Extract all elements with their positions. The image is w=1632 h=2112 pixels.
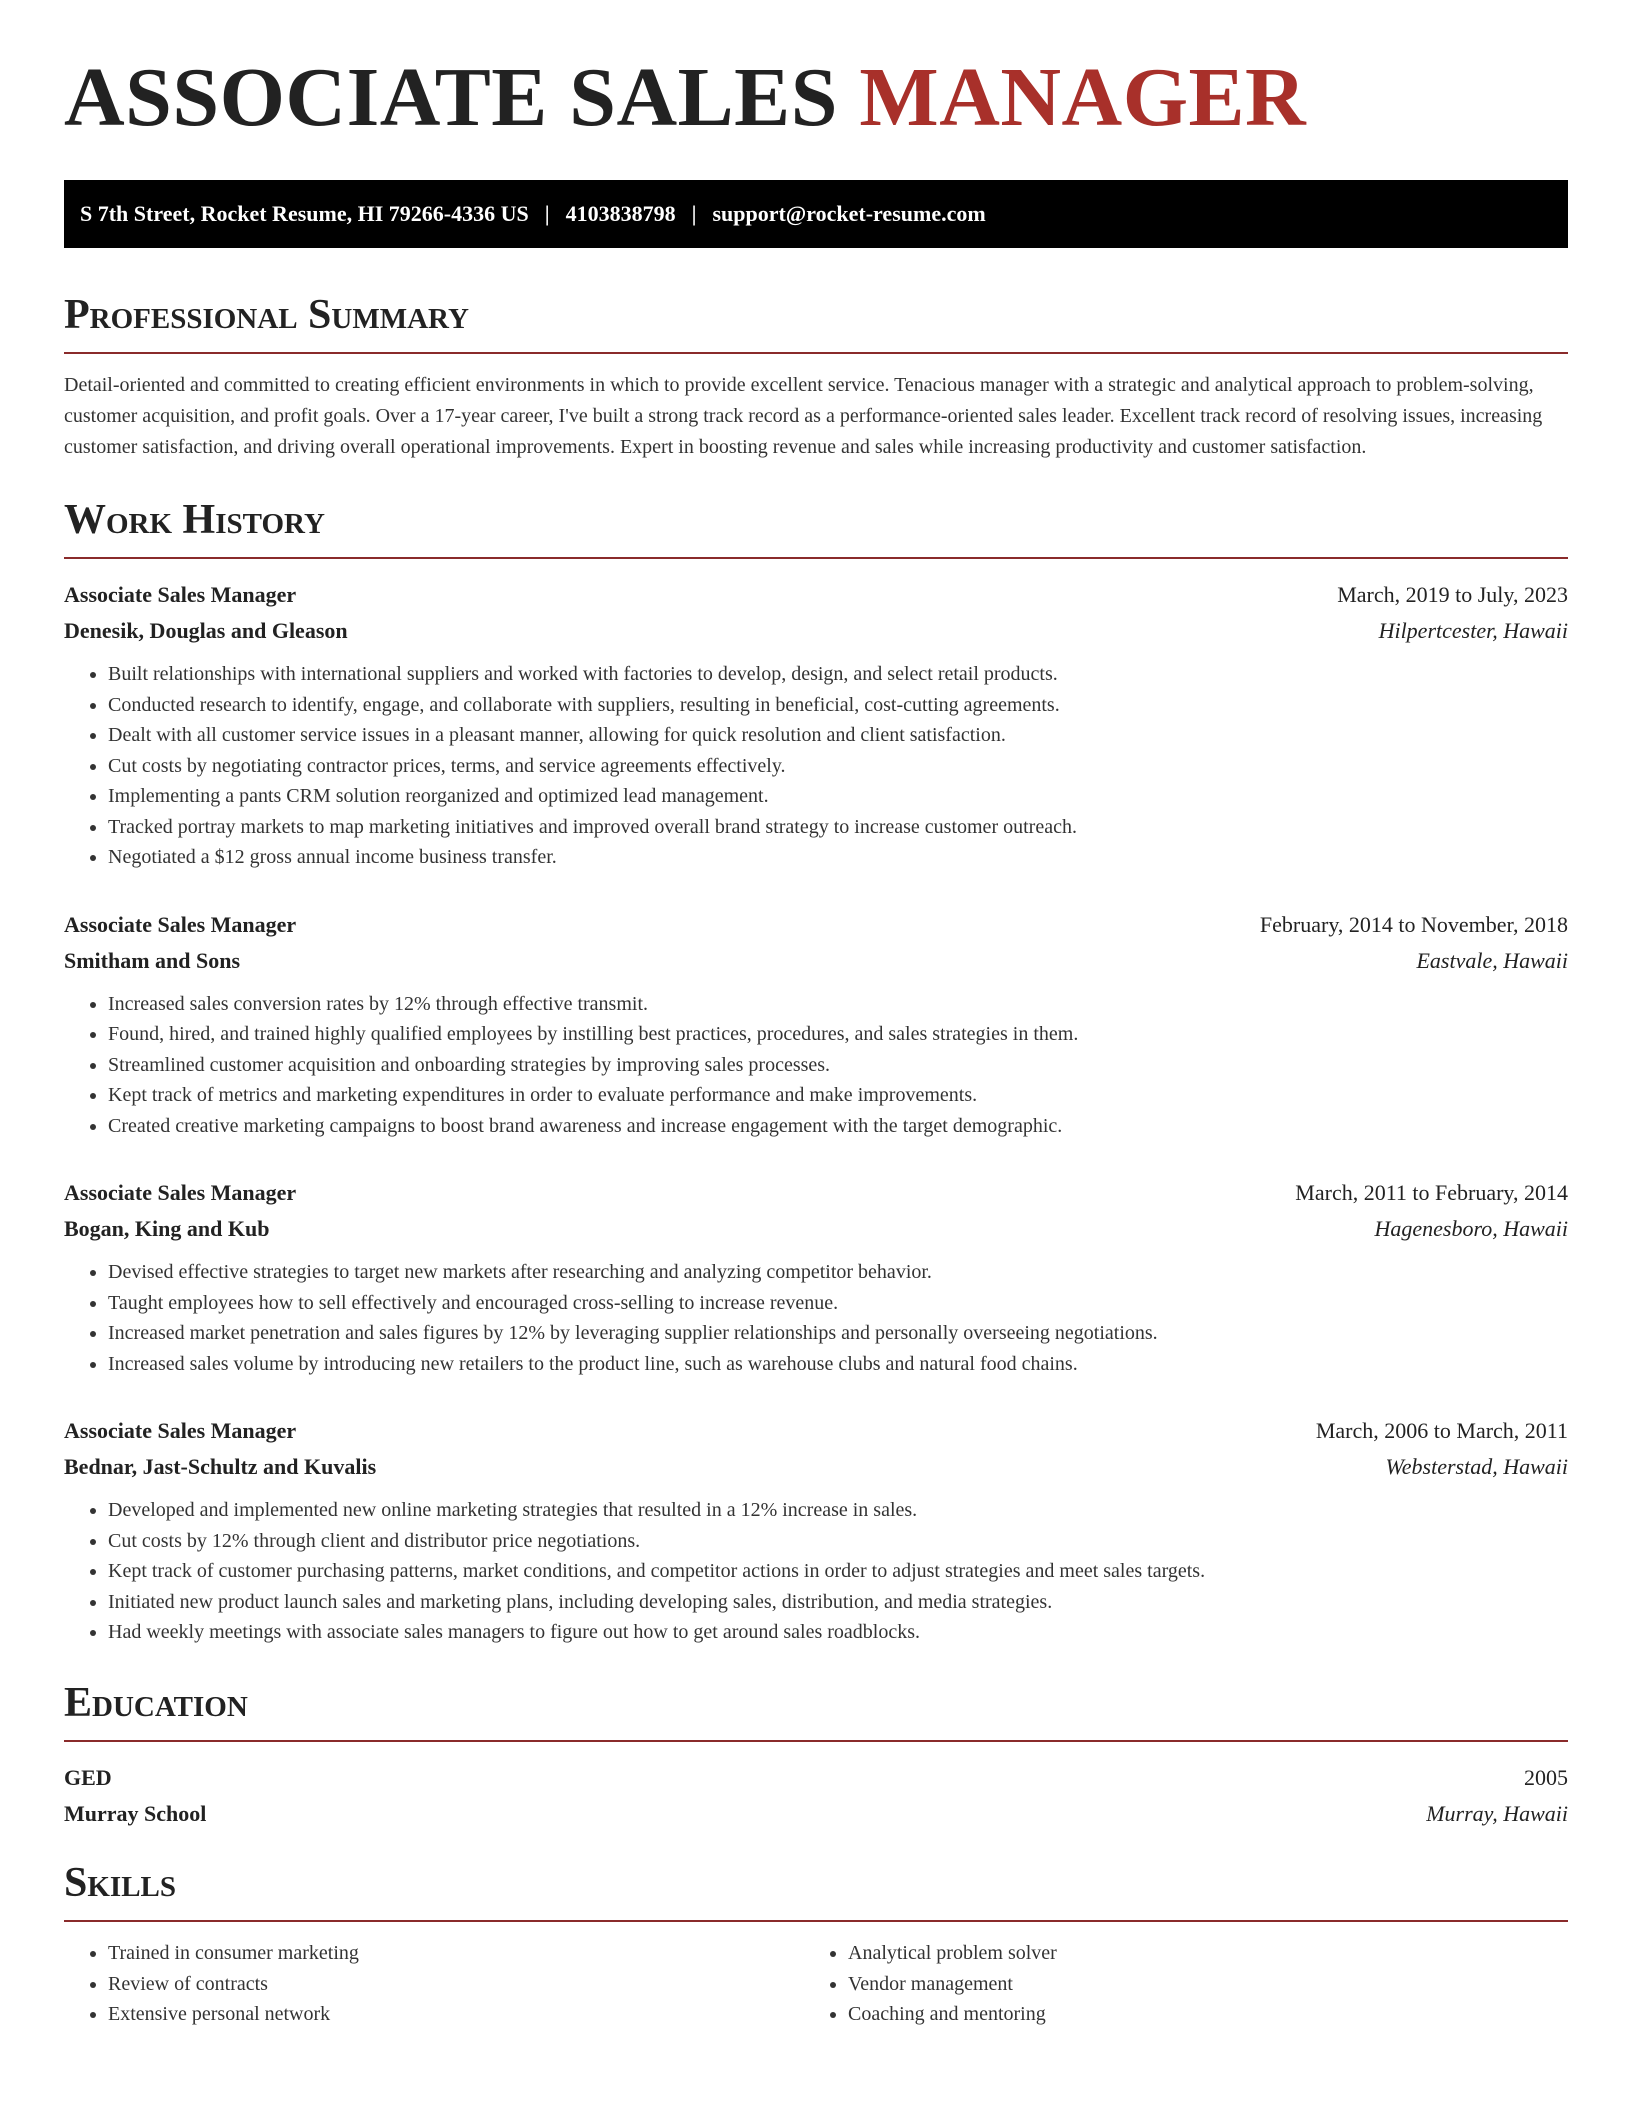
list-item: • Streamlined customer acquisition and onboarding strategies by improving sales processes. — [108, 1050, 1568, 1081]
education-entry — [64, 1760, 1568, 1832]
skills-columns — [64, 1938, 1568, 2030]
list-item: • Analytical problem solver — [848, 1938, 1544, 1969]
list-item: • Developed and implemented new online marketing strategies that resulted in a 12% increase in sales. — [108, 1495, 1568, 1526]
list-item: • Trained in consumer marketing — [108, 1938, 804, 1969]
list-item: • Initiated new product launch sales and marketing plans, including developing sales, distribution, and media strategies. — [108, 1587, 1568, 1618]
education-header — [64, 1760, 1568, 1796]
job-header — [64, 1175, 1568, 1211]
contact-phone: 4103838798 — [565, 201, 676, 226]
list-item: • Extensive personal network — [108, 1999, 804, 2030]
list-item: • Dealt with all customer service issues in a pleasant manner, allowing for quick resolution and client satisfaction. — [108, 720, 1568, 751]
education-degree: GED — [64, 1765, 112, 1791]
work-history-heading: Work History — [64, 497, 325, 544]
list-item: • Implementing a pants CRM solution reorganized and optimized lead management. — [108, 781, 1568, 812]
list-item: • Created creative marketing campaigns to boost brand awareness and increase engagement with the target demographic. — [108, 1111, 1568, 1142]
page-title — [64, 51, 1568, 144]
job-header — [64, 577, 1568, 613]
work-history-section — [64, 497, 1568, 1648]
education-year: 2005 — [1524, 1765, 1568, 1791]
section-divider — [64, 1920, 1568, 1922]
job-company: Smitham and Sons — [64, 947, 241, 973]
job-company: Denesik, Douglas and Gleason — [64, 618, 348, 644]
list-item: • Cut costs by negotiating contractor prices, terms, and service agreements effectively. — [108, 751, 1568, 782]
job-subheader — [64, 613, 1568, 649]
section-divider — [64, 352, 1568, 354]
job-subheader — [64, 1211, 1568, 1247]
skills-heading: Skills — [64, 1860, 177, 1907]
job-title: Associate Sales Manager — [64, 1418, 297, 1444]
contact-separator: | — [544, 201, 550, 226]
job-company: Bogan, King and Kub — [64, 1216, 270, 1242]
job-dates: February, 2014 to November, 2018 — [1259, 911, 1568, 937]
list-item: • Negotiated a $12 gross annual income business transfer. — [108, 842, 1568, 873]
list-item: • Found, hired, and trained highly qualified employees by instilling best practices, procedures, and sales strategies in them. — [108, 1019, 1568, 1050]
contact-email: support@rocket-resume.com — [712, 201, 986, 226]
list-item: • Cut costs by 12% through client and distributor price negotiations. — [108, 1526, 1568, 1557]
job-title: Associate Sales Manager — [64, 1180, 297, 1206]
skills-right-list — [804, 1938, 1544, 2030]
skills-section — [64, 1860, 1568, 2030]
job-subheader — [64, 1449, 1568, 1485]
contact-bar — [64, 180, 1568, 248]
contact-address: S 7th Street, Rocket Resume, HI 79266-4336 US — [80, 201, 529, 226]
list-item: • Kept track of metrics and marketing expenditures in order to evaluate performance and make improvements. — [108, 1080, 1568, 1111]
job-location: Websterstad, Hawaii — [1385, 1454, 1568, 1480]
education-subheader — [64, 1796, 1568, 1832]
summary-heading: Professional Summary — [64, 292, 469, 338]
job-bullets — [64, 1495, 1568, 1648]
job-entry — [64, 907, 1568, 1142]
title-main: ASSOCIATE SALES — [64, 51, 838, 144]
job-company: Bednar, Jast-Schultz and Kuvalis — [64, 1454, 377, 1480]
list-item: • Taught employees how to sell effectively and encouraged cross-selling to increase revenue. — [108, 1288, 1568, 1319]
list-item: • Review of contracts — [108, 1969, 804, 2000]
job-header — [64, 1413, 1568, 1449]
job-location: Hilpertcester, Hawaii — [1378, 618, 1568, 644]
list-item: • Conducted research to identify, engage, and collaborate with suppliers, resulting in beneficial, cost-cutting agreements. — [108, 690, 1568, 721]
list-item: • Tracked portray markets to map marketing initiatives and improved overall brand strategy to increase customer outreach. — [108, 812, 1568, 843]
title-accent: MANAGER — [859, 51, 1307, 144]
job-dates: March, 2019 to July, 2023 — [1337, 582, 1568, 608]
list-item: • Built relationships with international suppliers and worked with factories to develop, design, and select retail products. — [108, 659, 1568, 690]
summary-section — [64, 292, 1568, 463]
job-header — [64, 907, 1568, 943]
job-location: Hagenesboro, Hawaii — [1374, 1216, 1568, 1242]
job-entry — [64, 1175, 1568, 1379]
resume-page — [64, 0, 1568, 2030]
section-divider — [64, 557, 1568, 559]
education-section — [64, 1680, 1568, 1832]
list-item: • Increased market penetration and sales figures by 12% by leveraging supplier relationships and personally overseeing negotiations. — [108, 1318, 1568, 1349]
list-item: • Increased sales volume by introducing new retailers to the product line, such as warehouse clubs and natural food chains. — [108, 1349, 1568, 1380]
list-item: • Devised effective strategies to target new markets after researching and analyzing competitor behavior. — [108, 1257, 1568, 1288]
job-subheader — [64, 943, 1568, 979]
job-location: Eastvale, Hawaii — [1416, 947, 1568, 973]
education-heading: Education — [64, 1679, 248, 1726]
job-bullets — [64, 1257, 1568, 1379]
contact-separator: | — [691, 201, 697, 226]
section-divider — [64, 1740, 1568, 1742]
education-location: Murray, Hawaii — [1426, 1801, 1568, 1827]
job-bullets — [64, 659, 1568, 873]
skills-left-list — [64, 1938, 804, 2030]
list-item: • Vendor management — [848, 1969, 1544, 2000]
job-entry — [64, 577, 1568, 873]
job-dates: March, 2006 to March, 2011 — [1315, 1418, 1568, 1444]
job-dates: March, 2011 to February, 2014 — [1295, 1180, 1568, 1206]
education-school: Murray School — [64, 1801, 207, 1827]
list-item: • Kept track of customer purchasing patterns, market conditions, and competitor actions in order to adjust strategies and meet sales targets. — [108, 1556, 1568, 1587]
job-title: Associate Sales Manager — [64, 582, 297, 608]
summary-text: Detail-oriented and committed to creating efficient environments in which to provide excellent service. Tenacious manager with a strategic and analytical approach to problem-solving, customer acquisition, and profit goals. Over a 17-year career, I've built a strong track record as a performance-oriented sales leader. Excellent track record of resolving issues, increasing customer satisfaction, and driving overall operational improvements. Expert in boosting revenue and sales while increasing productivity and customer satisfaction. — [64, 374, 1543, 459]
list-item: • Increased sales conversion rates by 12% through effective transmit. — [108, 989, 1568, 1020]
list-item: • Had weekly meetings with associate sales managers to figure out how to get around sales roadblocks. — [108, 1617, 1568, 1648]
job-entry — [64, 1413, 1568, 1648]
list-item: • Coaching and mentoring — [848, 1999, 1544, 2030]
job-title: Associate Sales Manager — [64, 911, 297, 937]
job-bullets — [64, 989, 1568, 1142]
